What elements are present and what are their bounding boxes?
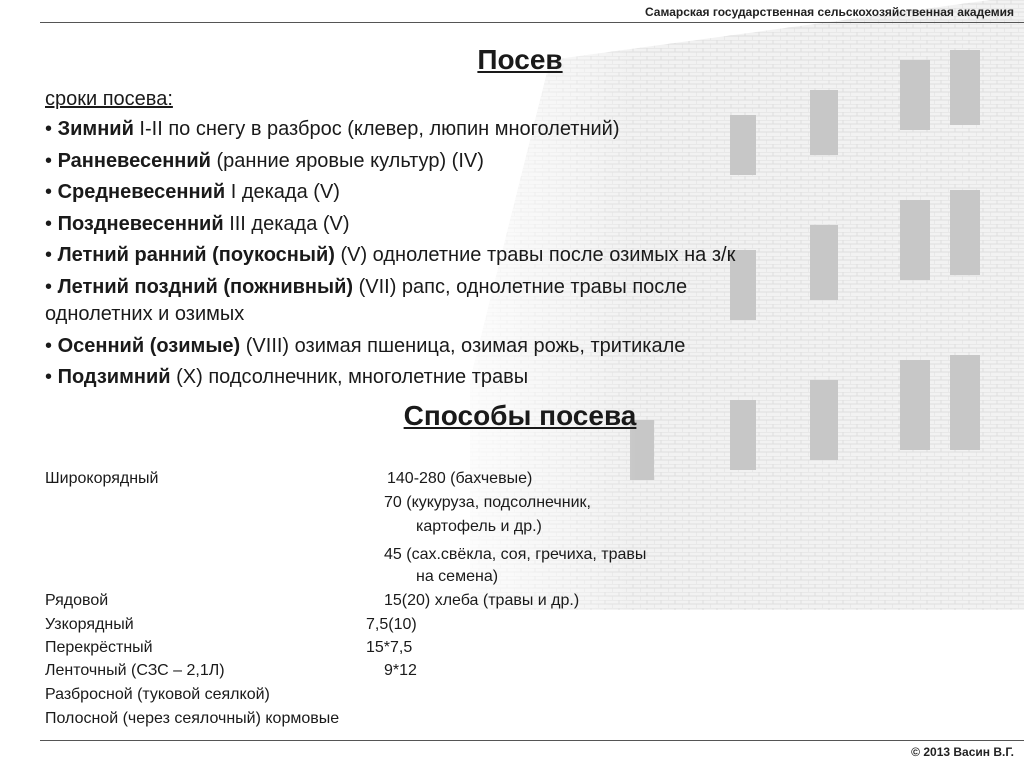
method-wide-row-value: на семена) <box>416 568 499 585</box>
methods-title: Способы посева <box>403 400 637 431</box>
method-cross: Перекрёстный <box>45 639 153 656</box>
method-row: Рядовой <box>45 592 109 609</box>
method-tape-value: 9*12 <box>384 662 417 679</box>
list-item: • Летний поздний (пожнивный) (VII) рапс, однолетние травы после <box>45 275 688 298</box>
method-broadcast: Разбросной (туковой сеялкой) <box>45 686 270 703</box>
sowing-terms-list <box>45 114 945 394</box>
list-item: • Осенний (озимые) (VIII) озимая пшеница, озимая рожь, тритикале <box>45 334 686 357</box>
method-narrow-value: 7,5(10) <box>366 616 417 633</box>
footer-divider <box>40 740 1024 741</box>
list-item: • Летний ранний (поукосный) (V) однолетние травы после озимых на з/к <box>45 244 736 266</box>
list-item: • Средневесенний I декада (V) <box>45 181 340 203</box>
sowing-terms-subtitle: сроки посева: <box>45 88 173 110</box>
method-tape: Ленточный (СЗС – 2,1Л) <box>45 662 225 679</box>
copyright: © 2013 Васин В.Г. <box>911 745 1014 759</box>
page-title: Посев <box>477 44 563 75</box>
method-cross-value: 15*7,5 <box>366 639 413 656</box>
header-divider <box>40 22 1024 23</box>
academy-name: Самарская государственная сельскохозяйственная академия <box>644 5 1014 19</box>
list-item-continuation: однолетних и озимых <box>45 303 245 325</box>
list-item: • Подзимний (X) подсолнечник, многолетние травы <box>45 366 529 388</box>
method-strip: Полосной (через сеялочный) кормовые <box>45 710 340 727</box>
list-item: • Поздневесенний III декада (V) <box>45 212 350 235</box>
method-wide-row-value: 140-280 (бахчевые) <box>387 470 533 487</box>
list-item: • Зимний I-II по снегу в разброс (клевер, люпин многолетний) <box>45 118 620 140</box>
method-wide-row: Широкорядный <box>45 470 159 487</box>
method-narrow: Узкорядный <box>45 616 134 633</box>
method-wide-row-value: картофель и др.) <box>416 518 542 535</box>
list-item: • Ранневесенний (ранние яровые культур) (IV) <box>45 149 484 172</box>
method-wide-row-value: 70 (кукуруза, подсолнечник, <box>384 494 591 511</box>
method-row-value: 15(20) хлеба (травы и др.) <box>384 592 580 609</box>
method-wide-row-value: 45 (сах.свёкла, соя, гречиха, травы <box>384 546 647 563</box>
